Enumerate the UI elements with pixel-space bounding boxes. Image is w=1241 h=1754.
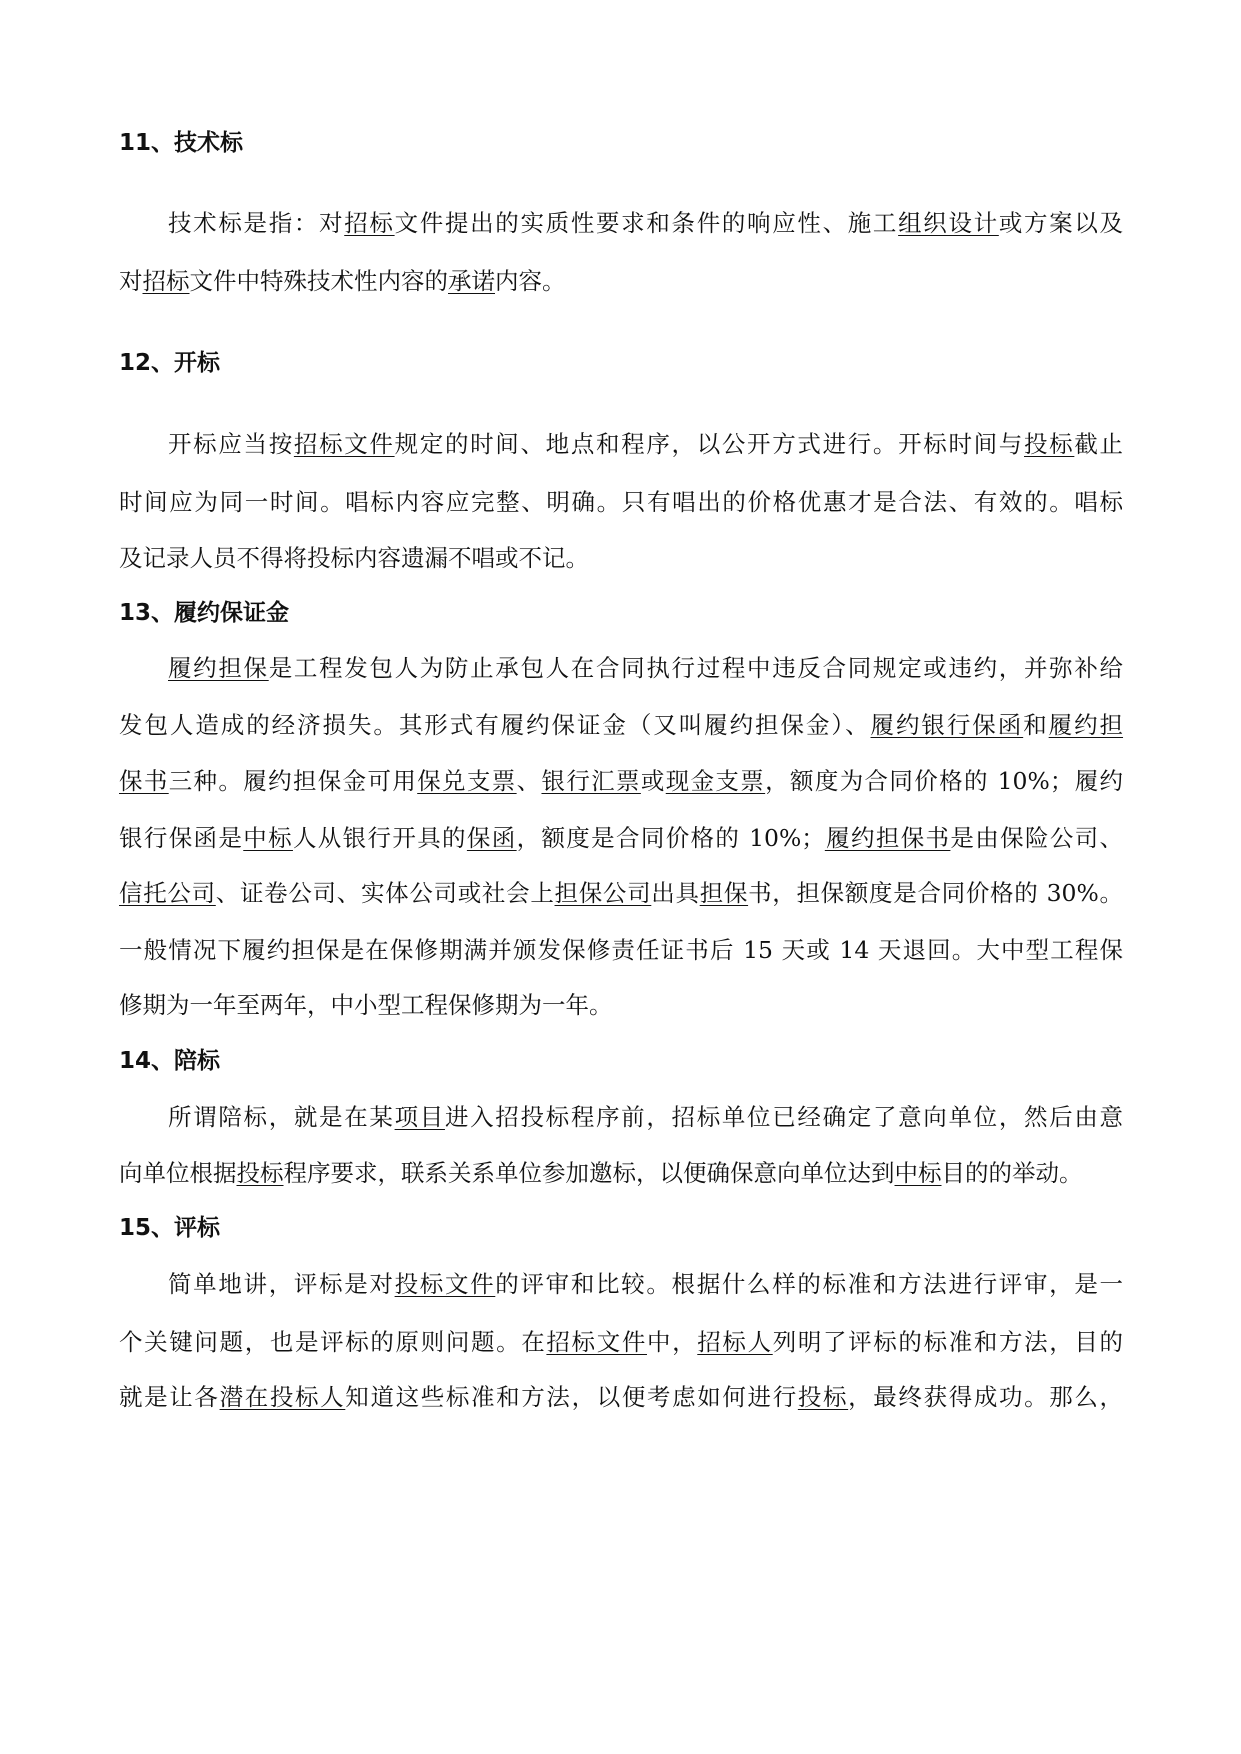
underlined-term: 招标 [142,267,190,295]
paragraph-line [168,206,1123,240]
underlined-term: 投标 [797,1383,849,1411]
text-run: 个关键问题，也是评标的原则问题。在 [119,1328,547,1356]
underlined-term: 招标文件 [546,1328,647,1356]
paragraph-line [119,1156,1123,1190]
text-run: 的评审和比较。根据什么样的标准和方法进行评审，是一 [495,1270,1124,1298]
paragraph-line [119,988,1123,1022]
text-run: 或方案以及 [998,209,1124,237]
text-run: 或 [640,767,666,795]
text-run: ，最终获得成功。那么， [848,1383,1124,1411]
text-run: 目的的举动。 [941,1159,1083,1187]
paragraph-line [119,1325,1123,1359]
underlined-term: 银行汇票 [541,767,641,795]
text-run: 出具 [651,879,700,907]
underlined-term: 中标 [243,824,293,852]
text-run: 修期为一年至两年，中小型工程保修期为一年。 [119,991,613,1019]
paragraph-line [119,541,1123,575]
text-run: ，额度为合同价格的 10%；履约 [765,767,1124,795]
paragraph-line [119,764,1123,798]
text-run: 时间应为同一时间。唱标内容应完整、明确。只有唱出的价格优惠才是合法、有效的。唱标 [119,488,1123,516]
text-run: 程序要求，联系关系单位参加邀标，以便确保意向单位达到 [283,1159,895,1187]
paragraph-line [168,1100,1123,1134]
text-run: 人从银行开具的 [292,824,467,852]
text-run: 一般情况下履约担保是在保修期满并颁发保修责任证书后 15 天或 14 天退回。大中型工程保 [119,936,1123,964]
section-heading-15: 15、评标 [119,1215,221,1241]
paragraph-line [119,1380,1123,1414]
text-run: 、证卷公司、实体公司或社会上 [215,879,555,907]
text-run: 文件中特殊技术性内容的 [189,267,448,295]
text-run: 内容。 [495,267,566,295]
section-heading-14: 14、陪标 [119,1048,221,1074]
underlined-term: 保书 [119,767,169,795]
text-run: 就是让各 [119,1383,220,1411]
paragraph-line [119,485,1123,519]
text-run: 规定的时间、地点和程序，以公开方式进行。开标时间与 [394,430,1024,458]
underlined-term: 招标 [344,209,395,237]
text-run: 文件提出的实质性要求和条件的响应性、施工 [394,209,899,237]
underlined-term: 履约担 [1048,711,1124,739]
paragraph-line [168,651,1123,685]
text-run: 银行保函是 [119,824,244,852]
text-run: 截止 [1074,430,1124,458]
text-run: 和 [1023,711,1049,739]
text-run: 列明了评标的标准和方法，目的 [772,1328,1124,1356]
underlined-term: 履约银行保函 [870,711,1024,739]
underlined-term: 信托公司 [119,879,216,907]
underlined-term: 招标人 [697,1328,773,1356]
text-run: 及记录人员不得将投标内容遗漏不唱或不记。 [119,544,589,572]
paragraph-line [119,821,1123,855]
paragraph-line [119,264,1123,298]
text-run: 发包人造成的经济损失。其形式有履约保证金（又叫履约担保金）、 [119,711,871,739]
underlined-term: 履约担保书 [824,824,951,852]
underlined-term: 现金支票 [665,767,766,795]
section-heading-13: 13、履约保证金 [119,600,290,626]
paragraph-line [119,876,1123,910]
underlined-term: 潜在投标人 [219,1383,346,1411]
text-run: 所谓陪标，就是在某 [168,1103,395,1131]
section-heading-12: 12、开标 [119,350,221,376]
underlined-term: 保函 [466,824,517,852]
text-run: 三种。履约担保金可用 [168,767,418,795]
underlined-term: 承诺 [448,267,495,295]
text-run: ，额度是合同价格的 10%； [516,824,825,852]
text-run: 是工程发包人为防止承包人在合同执行过程中违反合同规定或违约，并弥补给 [268,654,1123,682]
text-run: 书，担保额度是合同价格的 30%。 [748,879,1124,907]
underlined-term: 组织设计 [898,209,999,237]
text-run: 、 [516,767,542,795]
underlined-term: 项目 [394,1103,445,1131]
text-run: 技术标是指：对 [168,209,345,237]
underlined-term: 履约担保 [168,654,269,682]
paragraph-line [168,427,1123,461]
underlined-term: 投标 [1024,430,1075,458]
underlined-term: 担保公司 [554,879,652,907]
section-heading-11: 11、技术标 [119,130,244,156]
underlined-term: 投标 [236,1159,284,1187]
underlined-term: 保兑支票 [417,767,517,795]
underlined-term: 中标 [894,1159,942,1187]
underlined-term: 招标文件 [293,430,395,458]
underlined-term: 担保 [699,879,749,907]
text-run: 对 [119,267,143,295]
text-run: 进入招投标程序前，招标单位已经确定了意向单位，然后由意 [444,1103,1124,1131]
paragraph-line [168,1267,1123,1301]
paragraph-line [119,933,1123,967]
text-run: 知道这些标准和方法，以便考虑如何进行 [345,1383,798,1411]
text-run: 开标应当按 [168,430,294,458]
text-run: 是由保险公司、 [950,824,1124,852]
text-run: 中， [646,1328,698,1356]
paragraph-line [119,708,1123,742]
text-run: 向单位根据 [119,1159,237,1187]
underlined-term: 投标文件 [394,1270,496,1298]
text-run: 简单地讲，评标是对 [168,1270,395,1298]
